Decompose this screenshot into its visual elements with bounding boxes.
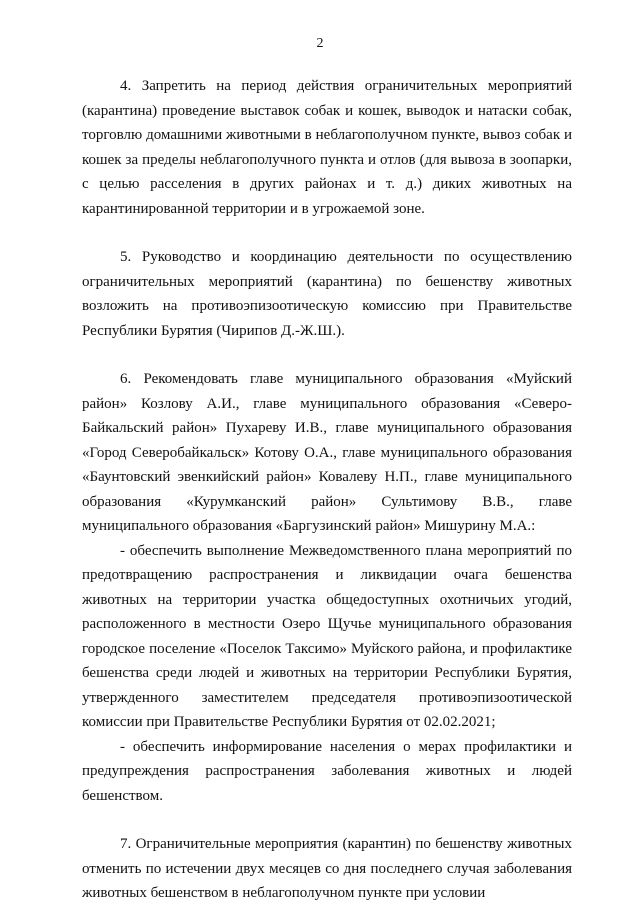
paragraph-4: 4. Запретить на период действия ограничительных мероприятий (карантина) проведение выставок собак и кошек, выводок и натаски собак, торговлю домашними животными в неблагополучном пункте, вывоз собак и кошек за пределы неблагополучного пункта и отлов (для вывоза в зоопарки, с целью расселения в других районах и т. д.) диких животных на карантинированной территории и в угрожаемой зоне. [82,78,572,217]
document-body [82,74,572,906]
paragraph-gap [82,343,572,367]
paragraph-gap [82,808,572,832]
paragraph-gap [82,221,572,245]
paragraph-6-bullet-1: - обеспечить выполнение Межведомственного плана мероприятий по предотвращению распространения и ликвидации очага бешенства животных на территории участка общедоступных охотничьих угодий, расположенного в местности Озеро Щучье муниципального образования городское поселение «Поселок Таксимо» Муйского района, и профилактике бешенства среди людей и животных на территории Республики Бурятия, утвержденного заместителем председателя противоэпизоотической комиссии при Правительстве Республики Бурятия от 02.02.2021; [82,542,572,730]
paragraph-6-bullet-2: - обеспечить информирование населения о мерах профилактики и предупреждения распространения заболевания животных и людей бешенством. [82,738,572,804]
paragraph-7: 7. Ограничительные мероприятия (карантин) по бешенству животных отменить по истечении двух месяцев со дня последнего случая заболевания животных бешенством в неблагополучном пункте при условии [82,836,572,901]
paragraph-6: 6. Рекомендовать главе муниципального образования «Муйский район» Козлову А.И., главе муниципального образования «Северо-Байкальский район» Пухареву И.В., главе муниципального образования «Город Северобайкальск» Котову О.А., главе муниципального образования «Баунтовский эвенкийский район» Ковалеву Н.П., главе муниципального образования «Курумканский район» Сультимову В.В., главе муниципального образования «Баргузинский район» Мишурину М.А.: [82,371,572,534]
page-number: 2 [316,36,324,51]
paragraph-5: 5. Руководство и координацию деятельности по осуществлению ограничительных мероприятий (карантина) по бешенству животных возложить на противоэпизоотическую комиссию при Правительстве Республики Бурятия (Чирипов Д.-Ж.Ш.). [82,249,572,339]
